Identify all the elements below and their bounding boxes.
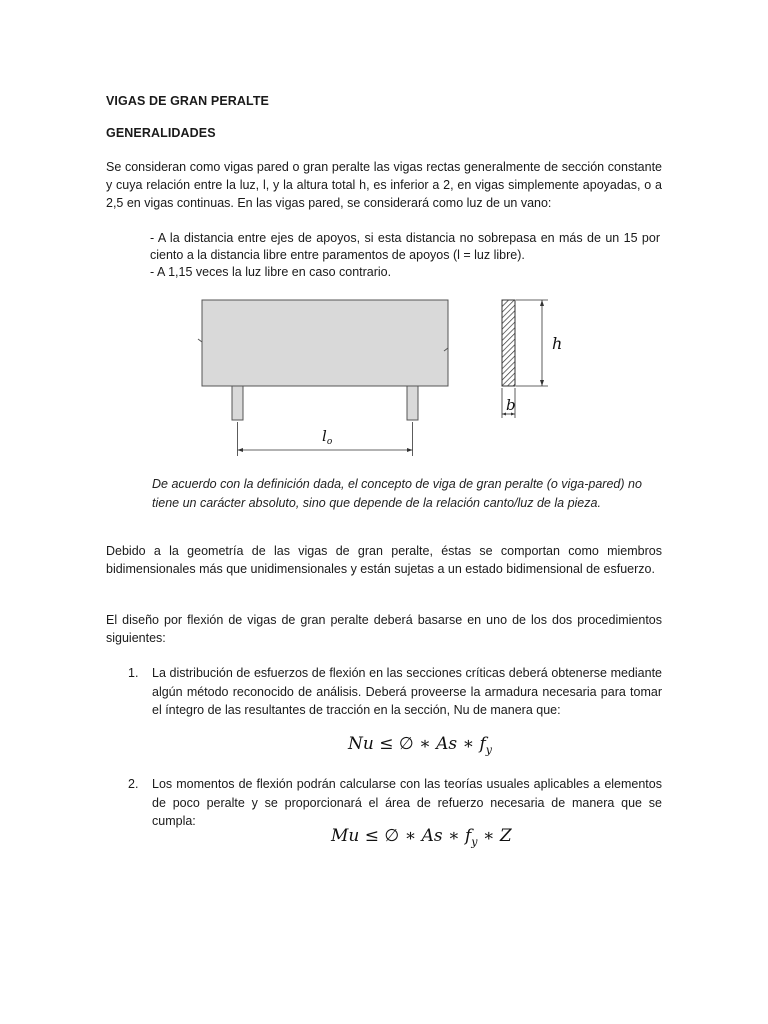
support-right	[407, 386, 418, 420]
formula-nu: Nu ≤ ∅ ∗ As ∗ $f_y$	[348, 734, 492, 757]
support-left	[232, 386, 243, 420]
beam-body	[202, 300, 448, 386]
cross-section	[502, 300, 515, 386]
doc-title: VIGAS DE GRAN PERALTE	[106, 94, 269, 108]
span-label: $l_o$	[322, 427, 333, 447]
paragraph-geometry: Debido a la geometría de las vigas de gran peralte, éstas se comportan como miembros bidimensionales más que unidimensionales y están sujetas a un estado bidimensional de esfuerzo.	[106, 544, 662, 576]
figure-caption: De acuerdo con la definición dada, el concepto de viga de gran peralte (o viga-pared) no tiene un carácter absoluto, sino que depende de la relación canto/luz de la pieza.	[152, 477, 642, 510]
list-text: Los momentos de flexión podrán calcularse con las teorías usuales aplicables a elementos de poco peralte y se proporcionará el área de refuerzo necesaria de manera que se cumpla:	[152, 777, 662, 828]
section-heading: GENERALIDADES	[106, 126, 216, 140]
formula-mu: Mu ≤ ∅ ∗ As ∗ $f_y$ ∗ Z	[331, 826, 512, 849]
list-number: 2.	[128, 777, 139, 791]
bullet-item: - A la distancia entre ejes de apoyos, si esta distancia no sobrepasa en más de un 15 por ciento a la distancia libre entre paramentos de apoyos (l = luz libre).	[150, 231, 660, 262]
height-label: h	[552, 334, 563, 353]
width-label: b	[506, 396, 516, 414]
bullet-item: - A 1,15 veces la luz libre en caso contrario.	[150, 265, 392, 279]
paragraph-design: El diseño por flexión de vigas de gran peralte deberá basarse en uno de los dos procedimientos siguientes:	[106, 613, 662, 645]
beam-figure	[190, 290, 550, 460]
list-text: La distribución de esfuerzos de flexión en las secciones críticas deberá obtenerse mediante algún método reconocido de análisis. Deberá proveerse la armadura necesaria para tomar el íntegro de las resultantes de tracción en la sección, Nu de manera que:	[152, 666, 662, 717]
list-number: 1.	[128, 666, 139, 680]
intro-paragraph: Se consideran como vigas pared o gran peralte las vigas rectas generalmente de sección constante y cuya relación entre la luz, l, y la altura total h, es inferior a 2, en vigas simplemente apoyadas, o a 2,5 en vigas continuas. En las vigas pared, se considerará como luz de un vano:	[106, 160, 662, 210]
